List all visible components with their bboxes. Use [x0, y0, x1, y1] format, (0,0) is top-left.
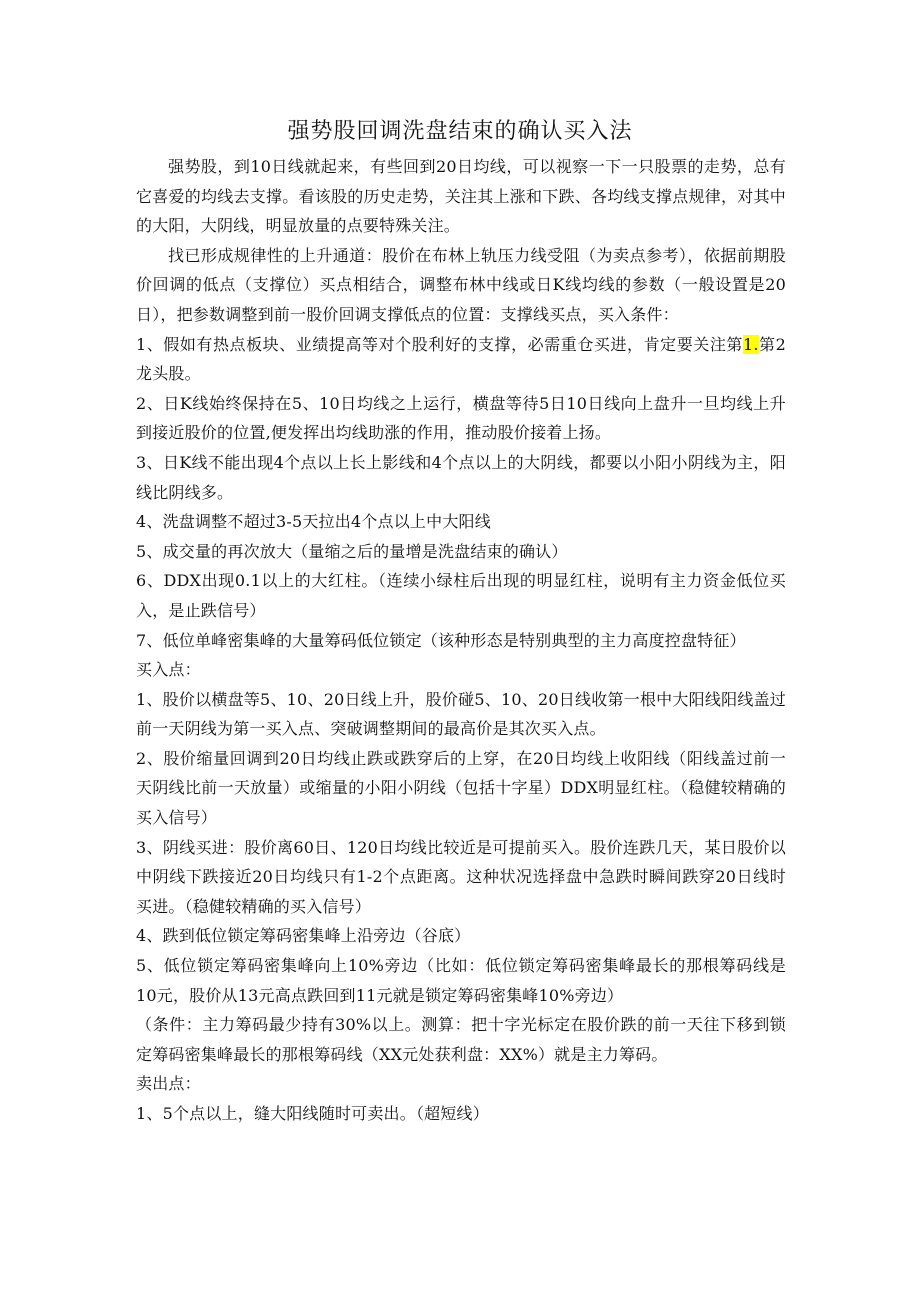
condition-6: 6、DDX出现0.1以上的大红柱。（连续小绿柱后出现的明显红柱，说明有主力资金低位买入，是止跌信号）: [136, 571, 786, 620]
document-body: [136, 152, 786, 1129]
buy-point-3: 3、阴线买进：股价离60日、120日均线比较近是可提前买入。股价连跌几天，某日股价以中阴线下跌接近20日均线只有1-2个点距离。这种状况选择盘中急跌时瞬间跌穿20日线时买进。（稳健较精确的买入信号）: [136, 837, 786, 916]
document-title: 强势股回调洗盘结束的确认买入法: [287, 119, 633, 144]
condition-4: 4、洗盘调整不超过3-5天拉出4个点以上中大阳线: [136, 512, 491, 532]
buy-point-4: 4、跌到低位锁定筹码密集峰上沿旁边（谷底）: [136, 926, 471, 946]
condition-5: 5、成交量的再次放大（量缩之后的量增是洗盘结束的确认）: [136, 541, 568, 561]
condition-2: 2、日K线始终保持在5、10日均线之上运行，横盘等待5日10日线向上盘升一旦均线上升到接近股价的位置,便发挥出均线助涨的作用，推动股价接着上扬。: [136, 393, 786, 443]
buy-point-1: 1、股价以横盘等5、10、20日线上升，股价碰5、10、20日线收第一根中大阳线阳线盖过前一天阴线为第一买入点、突破调整期间的最高价是其次买入点。: [136, 689, 786, 739]
condition-1-text: 1、假如有热点板块、业绩提高等对个股利好的支撑，必需重仓买进，肯定要关注第: [136, 334, 743, 354]
sell-point-1: 1、5个点以上，缝大阳线随时可卖出。（超短线）: [136, 1104, 489, 1123]
buy-conditions-label: 买入条件：: [597, 304, 679, 324]
sell-points-label: 卖出点：: [136, 1074, 201, 1094]
buy-point-5: 5、低位锁定筹码密集峰向上10%旁边（比如：低位锁定筹码密集峰最长的那根筹码线是10元，股价从13元高点跌回到11元就是锁定筹码密集峰10%旁边）: [136, 956, 786, 1005]
condition-7: 7、低位单峰密集峰的大量筹码低位锁定（该种形态是特别典型的主力高度控盘特征）: [136, 630, 746, 650]
condition-1: [136, 330, 786, 389]
highlighted-text: 1.: [743, 334, 759, 354]
intro-paragraph-2-text: 找已形成规律性的上升通道：股价在布林上轨压力线受阻（为卖点参考），依据前期股价回调的低点（支撑位）买点相结合，调整布林中线或日K线均线的参数（一般设置是20日），把参数调整到前一股价回调支撑低点的位置：支撑线买点，: [136, 245, 786, 324]
conditions-note: （条件：主力筹码最少持有30%以上。测算：把十字光标定在股价跌的前一天往下移到锁定筹码密集峰最长的那根筹码线（XX元处获利盘：XX%）就是主力筹码。: [136, 1015, 786, 1064]
buy-points-label: 买入点：: [136, 660, 201, 680]
condition-3: 3、日K线不能出现4个点以上长上影线和4个点以上的大阴线，都要以小阳小阴线为主，阳线比阴线多。: [136, 452, 786, 502]
condition-1-suffix: 第2龙头股。: [136, 334, 786, 384]
intro-paragraph-2: [136, 241, 786, 330]
buy-point-2: 2、股价缩量回调到20日均线止跌或跌穿后的上穿，在20日均线上收阳线（阳线盖过前一天阴线比前一天放量）或缩量的小阳小阴线（包括十字星）DDX明显红柱。（稳健较精确的买入信号）: [136, 748, 786, 828]
intro-paragraph-1: 强势股，到10日线就起来，有些回到20日均线，可以视察一下一只股票的走势，总有它喜爱的均线去支撑。看该股的历史走势，关注其上涨和下跌、各均线支撑点规律，对其中的大阳，大阴线，明显放量的点要特殊关注。: [136, 157, 786, 236]
